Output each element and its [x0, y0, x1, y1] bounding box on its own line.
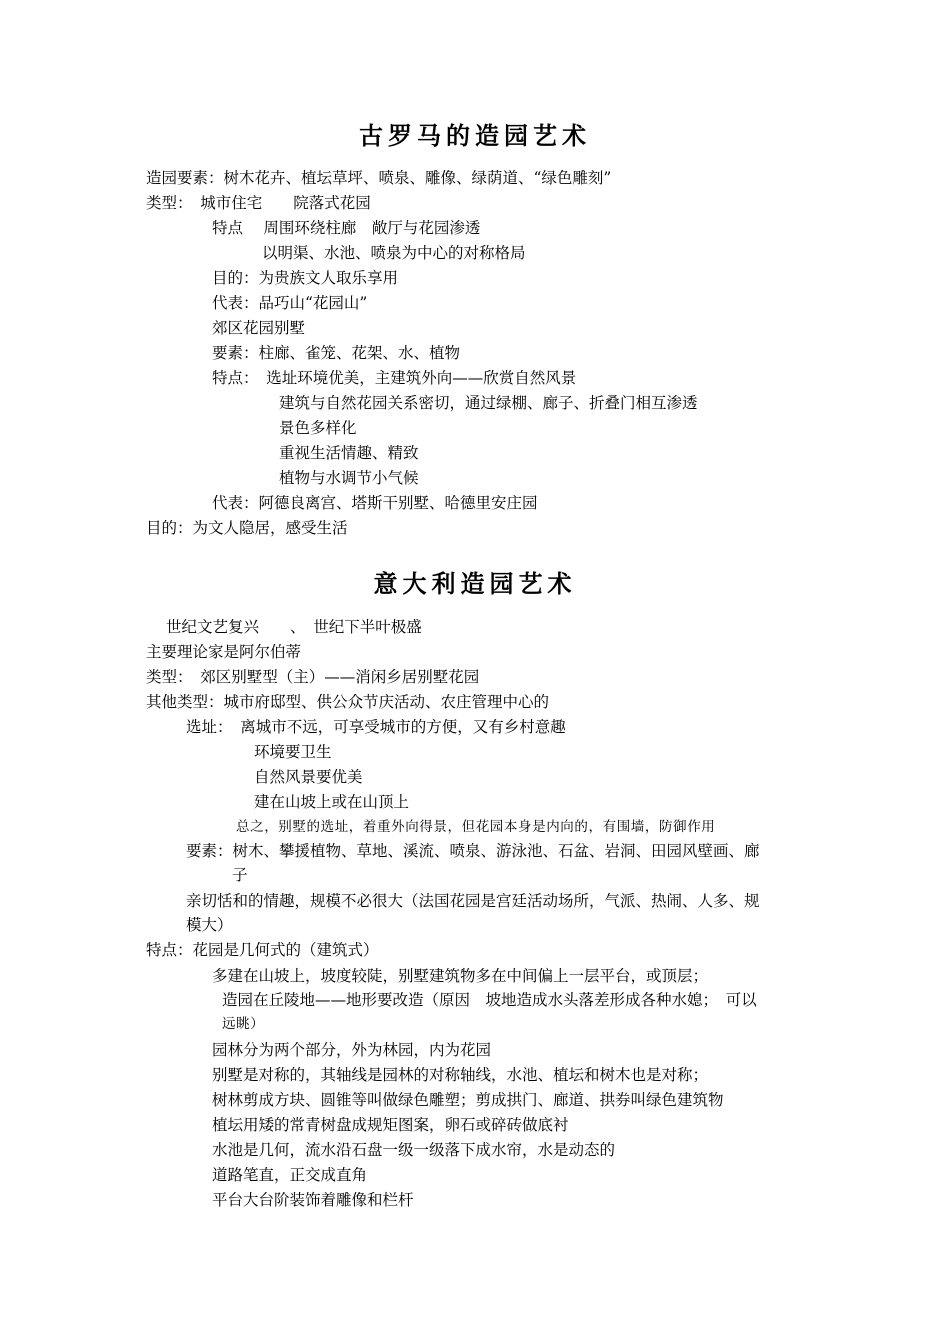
text-line: 景色多样化: [279, 419, 357, 437]
text-line: 造园在丘陵地——地形要改造（原因 坡地造成水头落差形成各种水媳； 可以: [222, 991, 757, 1009]
text-line: 代表：阿德良离宫、塔斯干别墅、哈德里安庄园: [212, 494, 538, 512]
text-line: 目的：为文人隐居，感受生活: [146, 519, 348, 537]
section-title-ancient-rome: 古罗马的造园艺术: [359, 121, 591, 150]
text-line: 目的：为贵族文人取乐享用: [212, 269, 399, 287]
text-line: 植坛用矮的常青树盘成规矩图案，卵石或碎砖做底衬: [212, 1116, 569, 1134]
text-line: 其他类型：城市府邸型、供公众节庆活动、农庄管理中心的: [146, 693, 550, 711]
text-line: 植物与水调节小气候: [279, 469, 419, 487]
text-line: 模大）: [186, 916, 233, 934]
text-line: 类型： 城市住宅 院落式花园: [146, 194, 371, 212]
text-line: 远眺）: [222, 1016, 265, 1032]
text-line: 重视生活情趣、精致: [279, 444, 419, 462]
text-line: 特点：花园是几何式的（建筑式）: [146, 941, 379, 959]
text-line: 选址： 离城市不远，可享受城市的方便，又有乡村意趣: [186, 718, 566, 736]
text-line: 环境要卫生: [254, 743, 332, 761]
text-line: 类型： 郊区别墅型（主）——消闲乡居别墅花园: [146, 668, 480, 686]
text-line: 水池是几何，流水沿石盘一级一级落下成水帘，水是动态的: [212, 1141, 616, 1159]
text-line: 造园要素：树木花卉、植坛草坪、喷泉、雕像、绿荫道、“绿色雕刻”: [146, 169, 612, 187]
text-line: 以明渠、水池、喷泉为中心的对称格局: [262, 244, 526, 262]
text-line: 要素：柱廊、雀笼、花架、水、植物: [212, 344, 461, 362]
text-line: 子: [232, 866, 248, 884]
text-line: 世纪文艺复兴 、 世纪下半叶极盛: [166, 618, 422, 636]
text-line: 总之，别墅的选址，着重外向得景，但花园本身是内向的，有围墙，防御作用: [236, 819, 716, 835]
section-title-italy: 意大利造园艺术: [373, 569, 577, 598]
text-line: 别墅是对称的，其轴线是园林的对称轴线，水池、植坛和树木也是对称；: [212, 1066, 709, 1084]
text-line: 主要理论家是阿尔伯蒂: [146, 643, 302, 661]
text-line: 代表：品巧山“花园山”: [212, 294, 368, 312]
text-line: 平台大台阶装饰着雕像和栏杆: [212, 1191, 414, 1209]
text-line: 建筑与自然花园关系密切，通过绿棚、廊子、折叠门相互渗透: [279, 394, 698, 412]
text-line: 特点 周围环绕柱廊 敞厅与花园渗透: [212, 219, 481, 237]
text-line: 园林分为两个部分，外为林园，内为花园: [212, 1041, 492, 1059]
text-line: 要素：树木、攀援植物、草地、溪流、喷泉、游泳池、石盆、岩洞、田园风壁画、廊: [186, 842, 760, 860]
text-line: 特点： 选址环境优美，主建筑外向——欣赏自然风景: [212, 369, 577, 387]
text-line: 多建在山坡上，坡度较陡，别墅建筑物多在中间偏上一层平台，或顶层；: [212, 967, 709, 985]
text-line: 树林剪成方块、圆锥等叫做绿色雕塑；剪成拱门、廊道、拱券叫绿色建筑物: [212, 1091, 724, 1109]
text-line: 道路笔直，正交成直角: [212, 1166, 368, 1184]
text-line: 郊区花园别墅: [212, 319, 306, 337]
text-line: 亲切恬和的情趣，规模不必很大（法国花园是宫廷活动场所，气派、热闹、人多、规: [186, 892, 760, 910]
text-line: 自然风景要优美: [254, 768, 363, 786]
text-line: 建在山坡上或在山顶上: [254, 793, 410, 811]
